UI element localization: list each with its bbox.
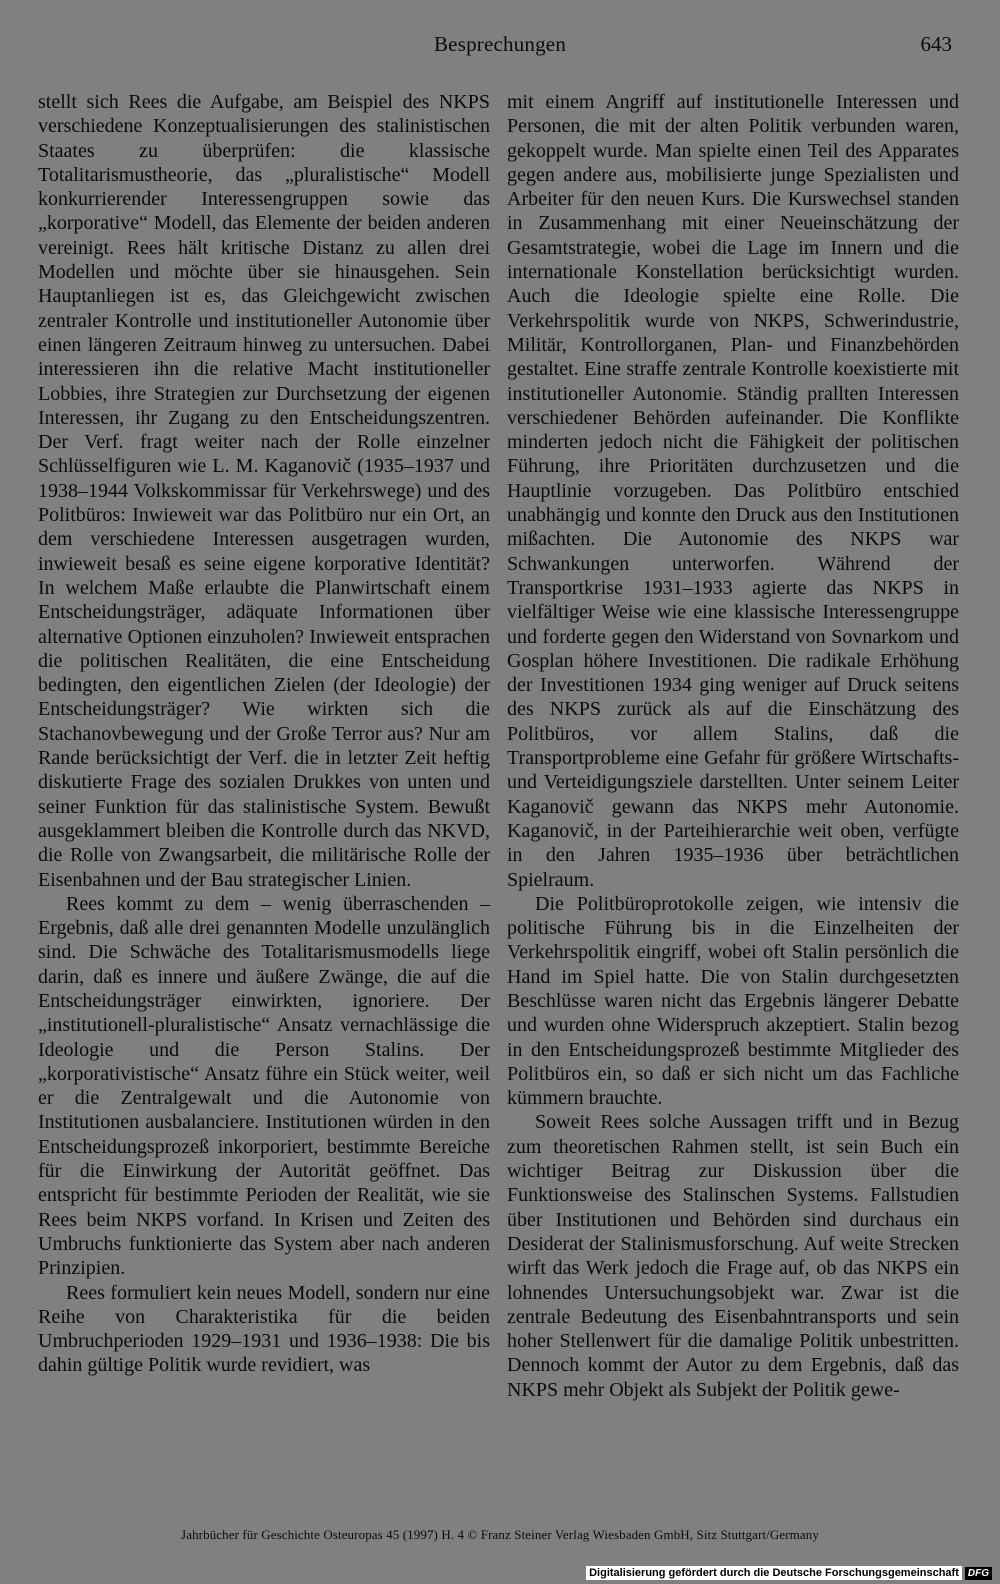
paragraph: stellt sich Rees die Aufgabe, am Beispiel des NKPS verschiedene Konzeptualisierungen des stalinistischen Staates zu überprüfen: die klassische Totalitarismustheorie, das „pluralistische“ Modell konkurrierender Interessengruppen sowie das „korporative“ Modell, das Elemente der beiden anderen vereinigt. Rees hält kritische Distanz zu allen drei Modellen und möchte über sie hinausgehen. Sein Hauptanliegen ist es, das Gleichgewicht zwischen zentraler Kontrolle und institutioneller Autonomie über einen längeren Zeitraum hinweg zu untersuchen. Dabei interessieren ihn die relative Macht institutioneller Lobbies, ihre Strategien zur Durchsetzung der eigenen Interessen, ihr Zugang zu den Entscheidungszentren. Der Verf. fragt weiter nach der Rolle einzelner Schlüsselfiguren wie L. M. Kaganovič (1935–1937 und 1938–1944 Volkskommissar für Verkehrswege) und des Politbüros: Inwieweit war das Politbüro nur ein Ort, an dem verschiedene Interessen ausgetragen wurden, inwieweit besaß es seine eigene korporative Identität? In welchem Maße erlaubte die Planwirtschaft einem Entscheidungsträger, adäquate Informationen über alternative Optionen einzuholen? Inwieweit entsprachen die politischen Realitäten, die eine Entscheidung bedingten, den eigentlichen Zielen (der Ideologie) der Entscheidungsträger? Wie wirkten sich die Stachanovbewegung und der Große Terror aus? Nur am Rande berücksichtigt der Verf. die in letzter Zeit heftig diskutierte Frage des sozialen Drukkes von unten und seiner Funktion für das stalinistische System. Bewußt ausgeklammert bleiben die Kontrolle durch das NKVD, die Rolle von Zwangsarbeit, die militärische Rolle der Eisenbahnen und der Bau strategischer Linien. bbox=[38, 91, 490, 891]
right-column bbox=[507, 90, 959, 1402]
left-column bbox=[38, 90, 490, 1378]
dfg-logo: DFG bbox=[965, 1567, 992, 1580]
credit-text: Digitalisierung gefördert durch die Deutsche Forschungsgemeinschaft bbox=[586, 1566, 962, 1580]
page-number: 643 bbox=[920, 32, 952, 56]
digitization-credit bbox=[586, 1564, 992, 1582]
paragraph: Soweit Rees solche Aussagen trifft und in Bezug zum theoretischen Rahmen stellt, ist sein Buch ein wichtiger Beitrag zur Diskussion über die Funktionsweise des Stalinschen Systems. Fallstudien über Institutionen und Behörden sind durchaus ein Desiderat der Stalinismusforschung. Auf weite Strecken wirft das Werk jedoch die Frage auf, ob das NKPS ein lohnendes Untersuchungsobjekt war. Zwar ist die zentrale Bedeutung des Eisenbahntransports und sein hoher Stellenwert für die damalige Politik unbestritten. Dennoch kommt der Autor zu dem Ergebnis, daß das NKPS mehr Objekt als Subjekt der Politik gewe- bbox=[507, 1111, 959, 1401]
paragraph: Rees formuliert kein neues Modell, sondern nur eine Reihe von Charakteristika für die beiden Umbruchperioden 1929–1931 und 1936–1938: Die bis dahin gültige Politik wurde revidiert, was bbox=[38, 1281, 490, 1377]
paragraph: Die Politbüroprotokolle zeigen, wie intensiv die politische Führung bis in die Einzelheiten der Verkehrspolitik eingriff, wobei oft Stalin persönlich die Hand im Spiel hatte. Die von Stalin durchgesetzten Beschlüsse waren nicht das Ergebnis längerer Debatte und wurden ohne Widerspruch akzeptiert. Stalin bezog in den Entscheidungsprozeß bestimmte Mitglieder des Politbüros ein, so daß er sich nicht um das Fachliche kümmern brauchte. bbox=[507, 892, 959, 1110]
paragraph: Rees kommt zu dem – wenig überraschenden – Ergebnis, daß alle drei genannten Modelle unzulänglich sind. Die Schwäche des Totalitarismusmodells liege darin, daß es innere und äußere Zwänge, die auf die Entscheidungsträger einwirkten, ignoriere. Der „institutionell-pluralistische“ Ansatz vernachlässige die Ideologie und die Person Stalins. Der „korporativistische“ Ansatz führe ein Stück weiter, weil er die Zentralgewalt und die Autonomie von Institutionen ausbalanciere. Institutionen würden in den Entscheidungsprozeß inkorporiert, bestimmte Bereiche für die Einwirkung der Autorität geöffnet. Das entspricht für bestimmte Perioden der Realität, wie sie Rees beim NKPS vorfand. In Krisen und Zeiten des Umbruchs funktionierte das System aber nach anderen Prinzipien. bbox=[38, 892, 490, 1280]
running-title: Besprechungen bbox=[433, 32, 567, 56]
running-header bbox=[0, 32, 1000, 62]
journal-citation: Jahrbücher für Geschichte Osteuropas 45 (1997) H. 4 © Franz Steiner Verlag Wiesbaden GmbH, Sitz Stuttgart/Germany bbox=[181, 1527, 819, 1542]
paragraph: mit einem Angriff auf institutionelle Interessen und Personen, die mit der alten Politik verbunden waren, gekoppelt wurde. Man spielte einen Teil des Apparates gegen andere aus, mobilisierte junge Spezialisten und Arbeiter für den neuen Kurs. Die Kurswechsel standen in Zusammenhang mit einer Neueinschätzung der Gesamtstrategie, wobei die Lage im Innern und die internationale Konstellation berücksichtigt wurden. Auch die Ideologie spielte eine Rolle. Die Verkehrspolitik wurde von NKPS, Schwerindustrie, Militär, Kontrollorganen, Plan- und Finanzbehörden gestaltet. Eine straffe zentrale Kontrolle koexistierte mit institutioneller Autonomie. Ständig prallten Interessen verschiedener Behörden aufeinander. Die Konflikte minderten jedoch nicht die Fähigkeit der politischen Führung, ihre Prioritäten durchzusetzen und die Hauptlinie vorzugeben. Das Politbüro entschied unabhängig und konnte den Druck aus den Institutionen mißachten. Die Autonomie des NKPS war Schwankungen unterworfen. Während der Transportkrise 1931–1933 agierte das NKPS in vielfältiger Weise wie eine klassische Interessengruppe und forderte gegen den Widerstand von Sovnarkom und Gosplan höhere Investitionen. Die radikale Erhöhung der Investitionen 1934 ging weniger auf Druck seitens des NKPS zurück als auf die Einschätzung des Politbüros, vor allem Stalins, daß die Transportprobleme eine Gefahr für größere Wirtschafts- und Verteidigungsziele darstellten. Unter seinem Leiter Kaganovič gewann das NKPS mehr Autonomie. Kaganovič, in der Parteihierarchie weit oben, verfügte in den Jahren 1935–1936 über beträchtlichen Spielraum. bbox=[507, 91, 959, 891]
